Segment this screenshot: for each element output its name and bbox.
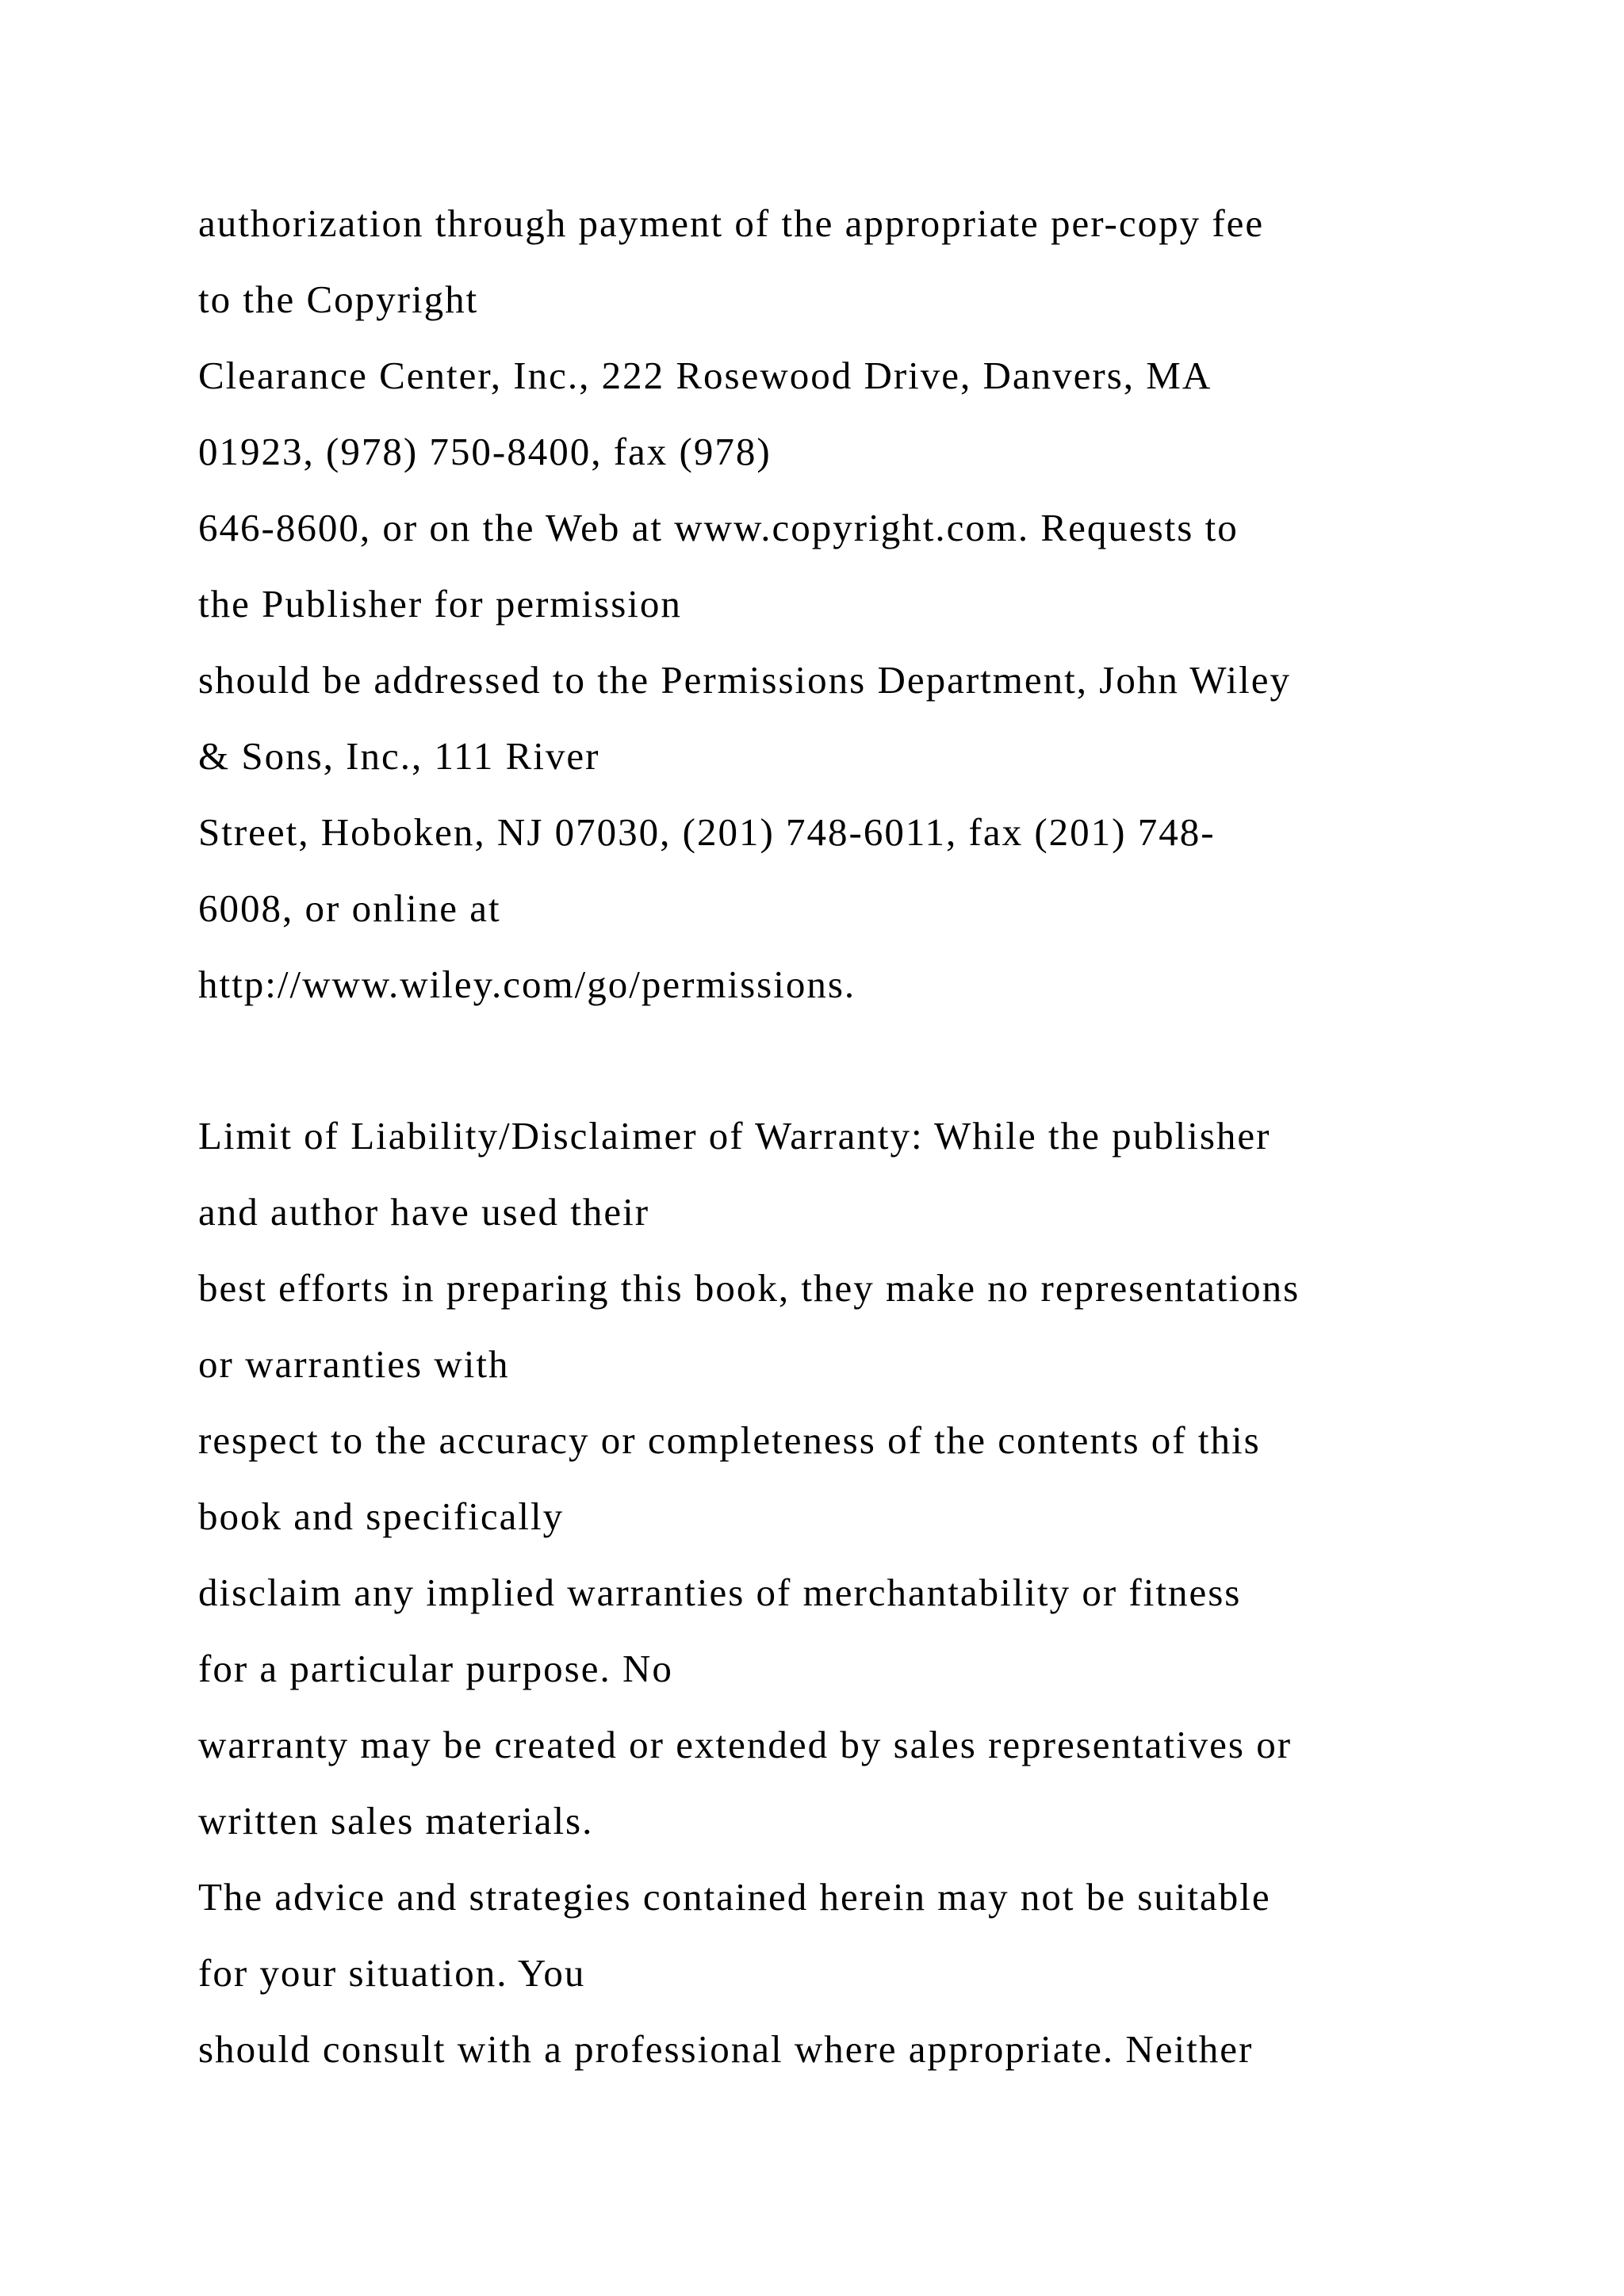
text-line: 01923, (978) 750-8400, fax (978) <box>198 430 772 473</box>
text-line: the Publisher for permission <box>198 582 682 626</box>
text-line: Clearance Center, Inc., 222 Rosewood Drive, Danvers, MA <box>198 354 1212 397</box>
text-line: should consult with a professional where appropriate. Neither <box>198 2027 1254 2071</box>
text-line: disclaim any implied warranties of merchantability or fitness <box>198 1571 1242 1614</box>
text-line: The advice and strategies contained herein may not be suitable <box>198 1875 1271 1919</box>
text-line: & Sons, Inc., 111 River <box>198 734 600 778</box>
text-line: best efforts in preparing this book, they make no representations <box>198 1266 1300 1310</box>
text-line: and author have used their <box>198 1190 650 1234</box>
text-line: should be addressed to the Permissions Department, John Wiley <box>198 658 1291 702</box>
text-line: for a particular purpose. No <box>198 1647 673 1690</box>
text-line: Limit of Liability/Disclaimer of Warranty: While the publisher <box>198 1114 1271 1158</box>
permissions-url-line: http://www.wiley.com/go/permissions. <box>198 962 856 1006</box>
text-line: to the Copyright <box>198 277 479 321</box>
text-line: for your situation. You <box>198 1951 586 1995</box>
text-line: 6008, or online at <box>198 886 501 930</box>
text-line: written sales materials. <box>198 1799 594 1843</box>
text-line: authorization through payment of the appropriate per-copy fee <box>198 201 1265 245</box>
text-line: respect to the accuracy or completeness of the contents of this <box>198 1418 1261 1462</box>
text-line: or warranties with <box>198 1342 510 1386</box>
text-line: 646-8600, or on the Web at www.copyright.com. Requests to <box>198 506 1239 549</box>
text-line: warranty may be created or extended by sales representatives or <box>198 1723 1293 1766</box>
text-line: Street, Hoboken, NJ 07030, (201) 748-6011, fax (201) 748- <box>198 810 1216 854</box>
text-line: book and specifically <box>198 1494 565 1538</box>
